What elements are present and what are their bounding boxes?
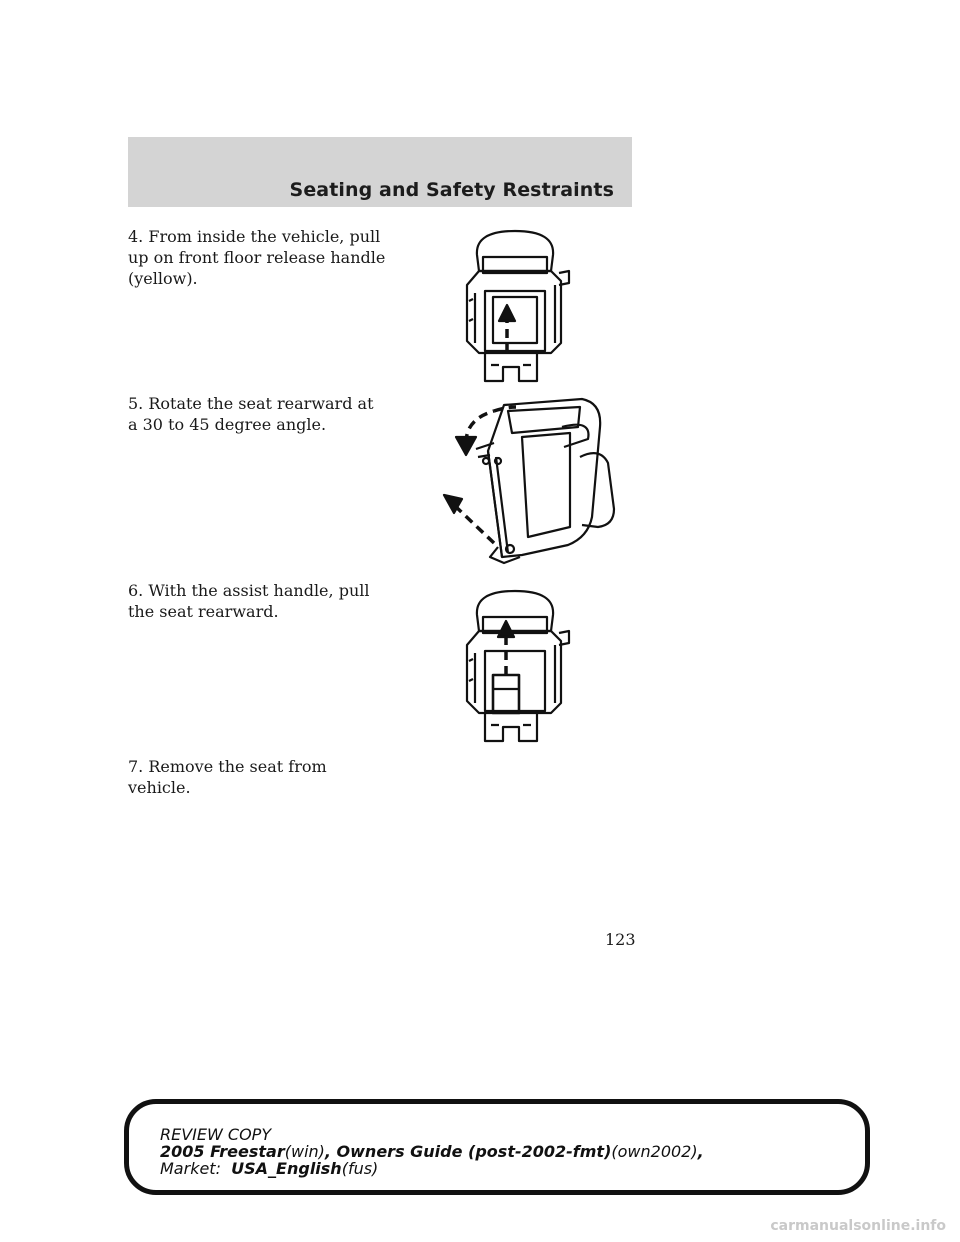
step-6-text: 6. With the assist handle, pull the seat rearward. <box>128 581 370 621</box>
seat-rotate-rearward-illustration <box>432 397 632 569</box>
review-copy-footer-text: REVIEW COPY 2005 Freestar(win), Owners Guide (post-2002-fmt)(own2002), Market: USA_English(fus) <box>160 1125 704 1178</box>
section-header-band <box>128 137 632 207</box>
footer-market-label: Market: <box>160 1159 221 1178</box>
site-watermark: carmanualsonline.info <box>770 1218 946 1234</box>
step-7-text: 7. Remove the seat from vehicle. <box>128 757 327 797</box>
footer-review-label: REVIEW COPY <box>160 1125 272 1144</box>
footer-market: USA_English <box>231 1159 342 1178</box>
footer-guide-code: (own2002) <box>611 1142 698 1161</box>
seat-pull-handle-illustration <box>455 225 575 387</box>
page-number: 123 <box>605 930 636 949</box>
seat-pull-rearward-illustration <box>455 585 575 747</box>
footer-model-code: (win) <box>284 1142 325 1161</box>
footer-market-code: (fus) <box>341 1159 379 1178</box>
footer-model: 2005 Freestar <box>160 1142 285 1161</box>
section-title: Seating and Safety Restraints <box>289 179 614 201</box>
step-4-text: 4. From inside the vehicle, pull up on front floor release handle (yellow). <box>128 227 386 288</box>
step-5-text: 5. Rotate the seat rearward at a 30 to 45 degree angle. <box>128 394 374 434</box>
footer-guide: Owners Guide (post-2002-fmt) <box>336 1142 612 1161</box>
